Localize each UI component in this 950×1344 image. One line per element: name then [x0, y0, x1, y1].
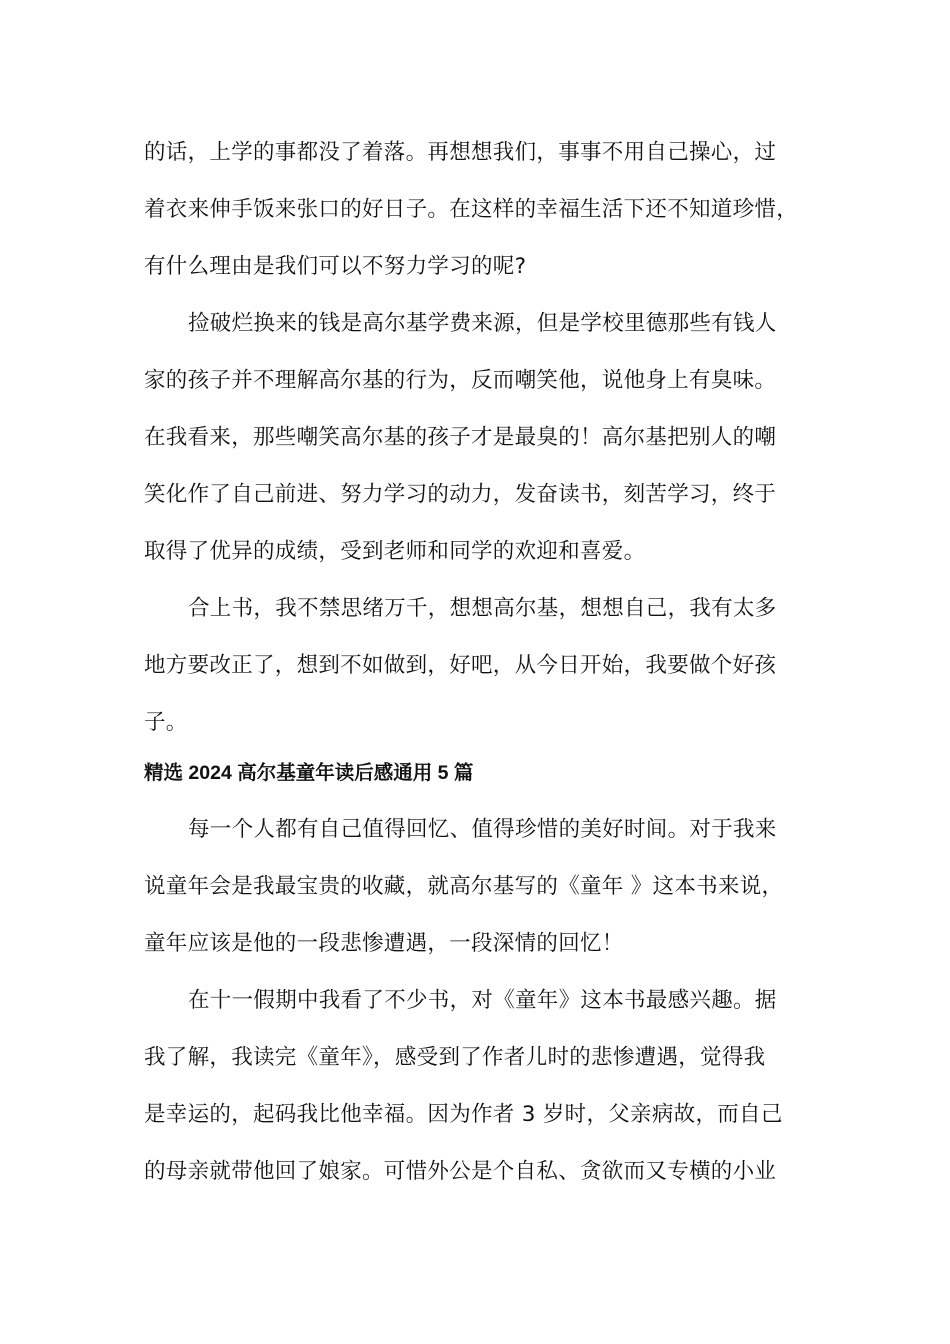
text-line: 在十一假期中我看了不少书，对《童年》这本书最感兴趣。据	[188, 988, 777, 1013]
text-line: 捡破烂换来的钱是高尔基学费来源，但是学校里德那些有钱人	[188, 311, 777, 336]
section-heading: 精选 2024 高尔基童年读后感通用 5 篇	[144, 762, 474, 784]
text-line: 着衣来伸手饭来张口的好日子。在这样的幸福生活下还不知道珍惜，	[144, 197, 799, 222]
text-line: 我了解，我读完《童年》，感受到了作者儿时的悲惨遭遇，觉得我	[144, 1045, 766, 1070]
text-line: 在我看来，那些嘲笑高尔基的孩子才是最臭的！高尔基把别人的嘲	[144, 425, 777, 450]
text-line: 合上书，我不禁思绪万千，想想高尔基，想想自己，我有太多	[188, 596, 777, 621]
text-line: 的母亲就带他回了娘家。可惜外公是个自私、贪欲而又专横的小业	[144, 1159, 777, 1184]
text-line: 家的孩子并不理解高尔基的行为，反而嘲笑他，说他身上有臭味。	[144, 368, 777, 393]
text-line: 子。	[144, 710, 188, 735]
text-line: 有什么理由是我们可以不努力学习的呢?	[144, 254, 527, 279]
text-line: 取得了优异的成绩，受到老师和同学的欢迎和喜爱。	[144, 539, 646, 564]
paragraph-1	[144, 124, 812, 295]
paragraph-5	[144, 972, 812, 1200]
paragraph-2	[144, 295, 812, 580]
text-line: 笑化作了自己前进、努力学习的动力，发奋读书，刻苦学习，终于	[144, 482, 777, 507]
document-body	[144, 124, 812, 1200]
text-line: 说童年会是我最宝贵的收藏，就高尔基写的《童年 》这本书来说，	[144, 874, 784, 899]
text-line: 童年应该是他的一段悲惨遭遇，一段深情的回忆！	[144, 931, 624, 956]
paragraph-3	[144, 580, 812, 751]
text-line: 每一个人都有自己值得回忆、值得珍惜的美好时间。对于我来	[188, 817, 777, 842]
text-line: 的话，上学的事都没了着落。再想想我们，事事不用自己操心，过	[144, 140, 777, 165]
text-line: 地方要改正了，想到不如做到，好吧，从今日开始，我要做个好孩	[144, 653, 777, 678]
text-line: 是幸运的，起码我比他幸福。因为作者 3 岁时，父亲病故，而自己	[144, 1102, 783, 1127]
paragraph-4	[144, 801, 812, 972]
